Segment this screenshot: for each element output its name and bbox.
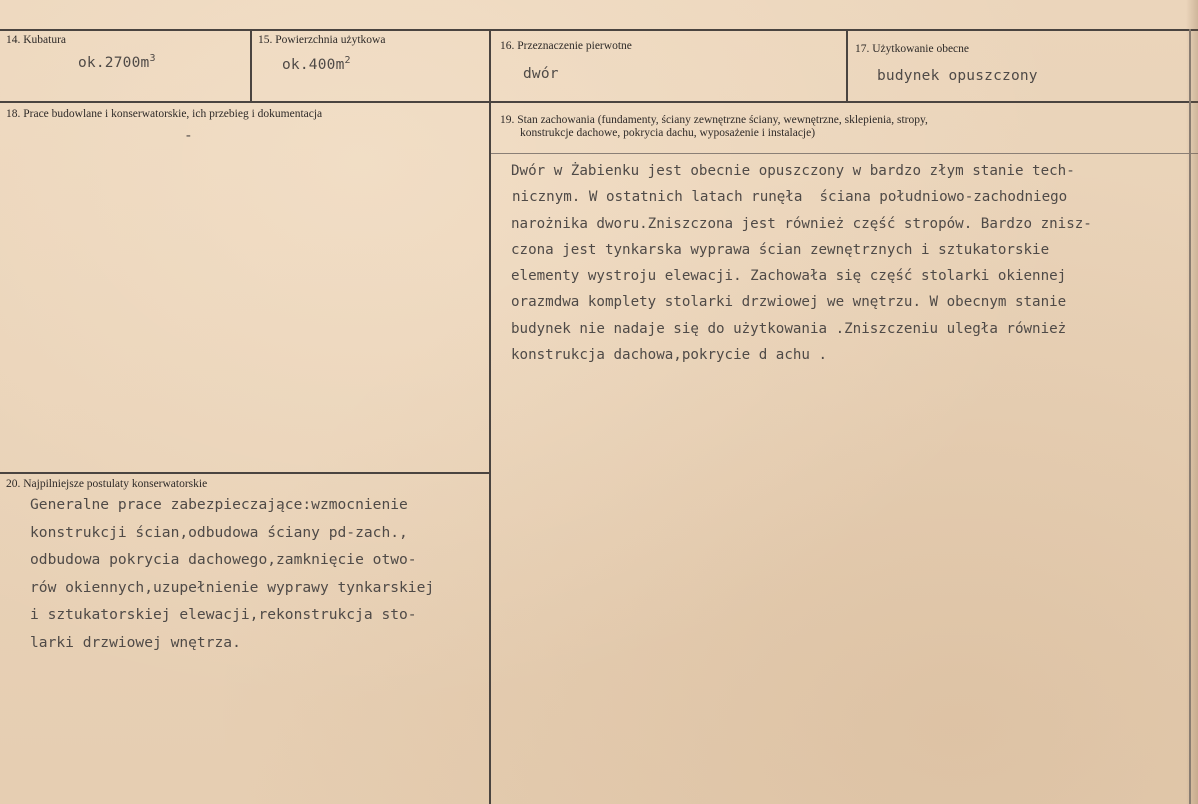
- text-line: odbudowa pokrycia dachowego,zamknięcie otwo-: [30, 551, 417, 568]
- section-20-top-rule: [0, 472, 490, 474]
- text-line: konstrukcja dachowa,pokrycie d achu .: [511, 347, 828, 364]
- text-line: rów okiennych,uzupełnienie wyprawy tynkarskiej: [30, 578, 435, 596]
- przeznaczenie-label: 16. Przeznaczenie pierwotne: [500, 40, 632, 52]
- text-line: Generalne prace zabezpieczające:wzmocnienie: [30, 496, 408, 513]
- row-divider: [0, 101, 1198, 103]
- kubatura-label: 14. Kubatura: [6, 34, 67, 46]
- kubatura-value: $ok.2700m^3$: [78, 53, 156, 71]
- text-line: nicznym. W ostatnich latach runęła ściana południowo-zachodniego: [512, 189, 1068, 206]
- uzytkowanie-label: 17. Użytkowanie obecne: [855, 43, 970, 55]
- text-line: elementy wystroju elewacji. Zachowała się część stolarki okiennej: [511, 268, 1067, 285]
- uzytkowanie-value: budynek opuszczony: [877, 68, 1038, 84]
- card-edge-shadow: [1186, 0, 1198, 804]
- text-line: Dwór w Żabienku jest obecnie opuszczony w bardzo złym stanie tech-: [511, 163, 1075, 179]
- text-line: czona jest tynkarska wyprawa ścian zewnętrznych i sztukatorskie: [511, 241, 1050, 258]
- powierzchnia-value: $ok.400m^2$: [282, 55, 351, 73]
- prace-budowlane-label: 18. Prace budowlane i konserwatorskie, ich przebieg i dokumentacja: [6, 108, 323, 120]
- przeznaczenie-value: dwór: [523, 66, 559, 82]
- col-divider-1: [250, 29, 252, 101]
- text-line: larki drzwiowej wnętrza.: [30, 633, 241, 651]
- top-rule: [0, 29, 1198, 31]
- text-line: konstrukcji ścian,odbudowa ściany pd-zach.,: [30, 523, 408, 541]
- stan-zachowania-label-line2: konstrukcje dachowe, pokrycia dachu, wyposażenie i instalacje): [520, 127, 816, 139]
- text-line: budynek nie nadaje się do użytkowania .Zniszczeniu uległa również: [511, 320, 1067, 337]
- text-line: narożnika dworu.Zniszczona jest również część stropów. Bardzo znisz-: [511, 215, 1092, 232]
- text-line: i sztukatorskiej elewacji,rekonstrukcja sto-: [30, 606, 417, 623]
- postulaty-text: [30, 491, 434, 656]
- col-divider-2: [489, 29, 491, 804]
- postulaty-label: 20. Najpilniejsze postulaty konserwatorskie: [6, 478, 208, 490]
- section-19-label-rule: [491, 153, 1198, 154]
- stan-zachowania-label-line1: 19. Stan zachowania (fundamenty, ściany zewnętrzne ściany, wewnętrzne, sklepienia, stropy,: [500, 114, 928, 126]
- powierzchnia-label: 15. Powierzchnia użytkowa: [258, 34, 386, 46]
- stan-zachowania-text: [511, 158, 1092, 368]
- col-divider-3: [846, 29, 848, 101]
- prace-budowlane-value: -: [184, 128, 193, 144]
- text-line: orazmdwa komplety stolarki drzwiowej we wnętrzu. W obecnym stanie: [511, 294, 1067, 311]
